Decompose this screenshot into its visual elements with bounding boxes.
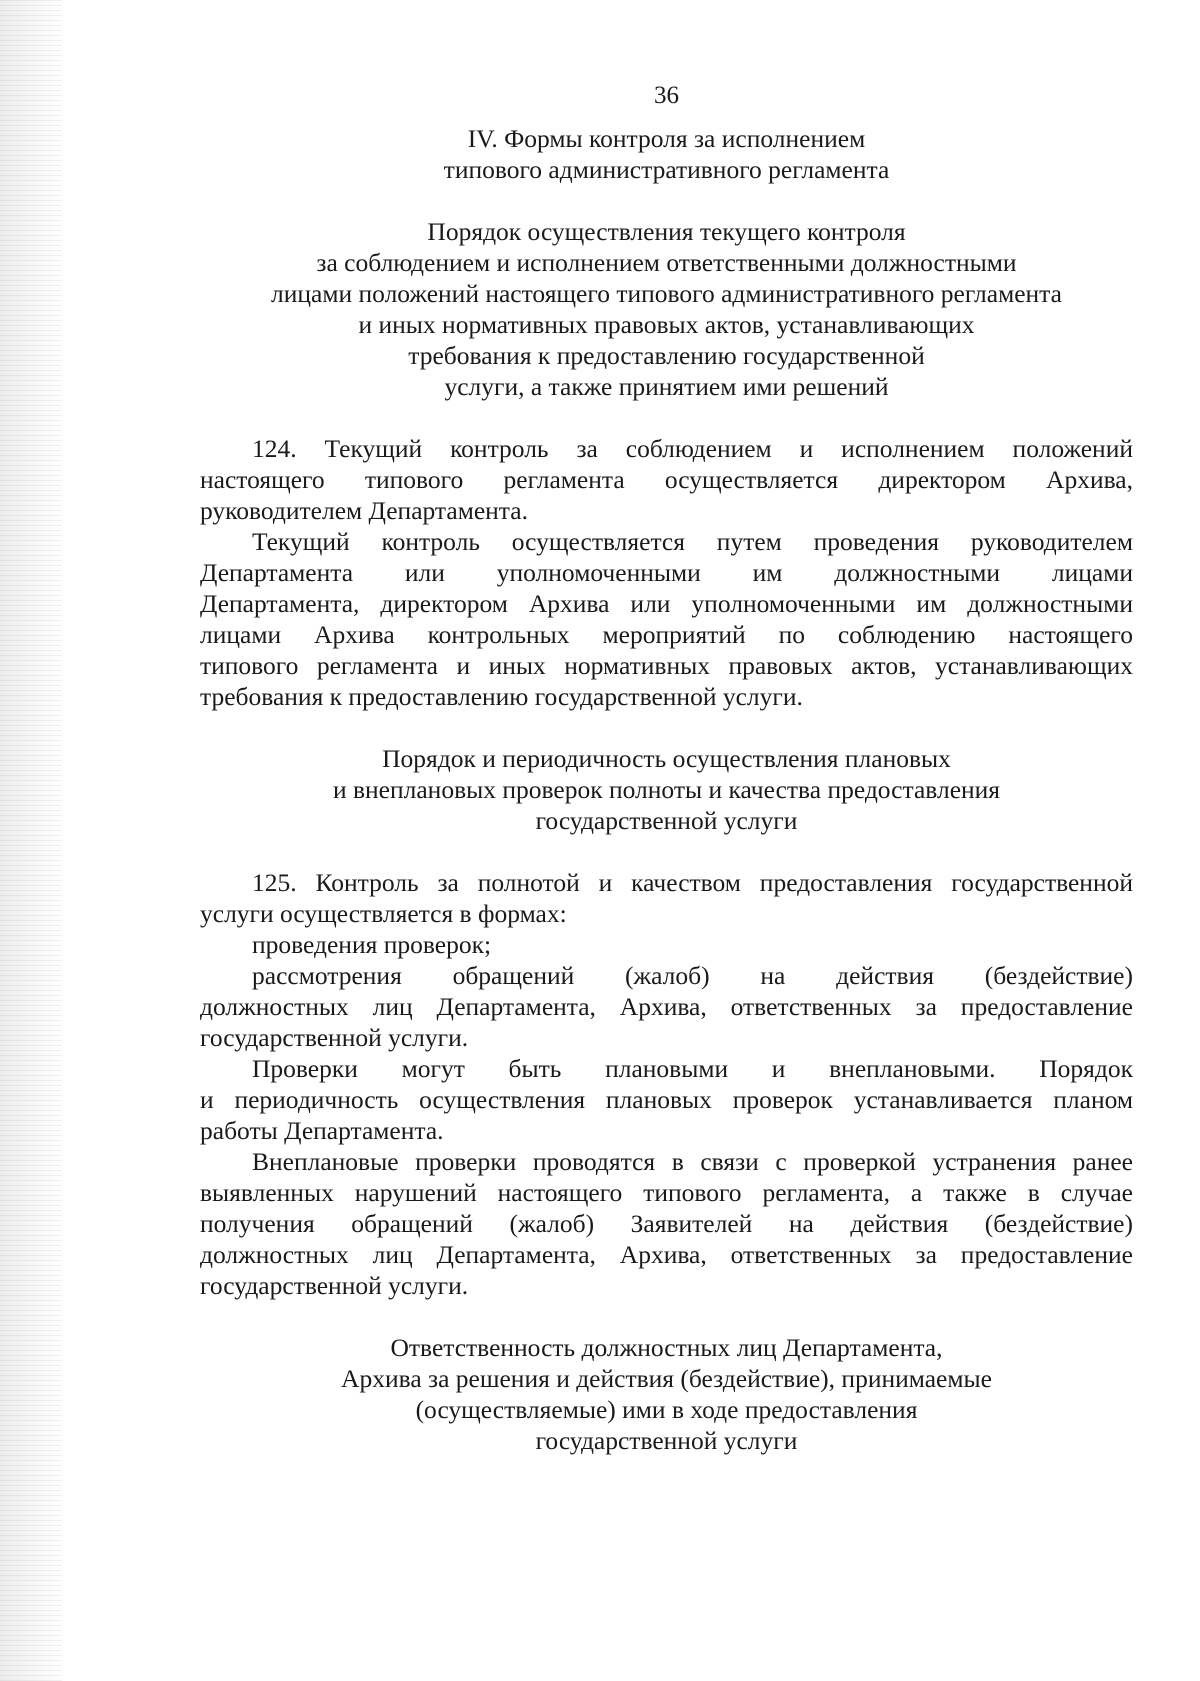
subsection-title-line: лицами положений настоящего типового административного регламента bbox=[271, 279, 1062, 308]
subsection-title-line: Ответственность должностных лиц Департамента, bbox=[390, 1333, 943, 1362]
subsection-title-line: требования к предоставлению государственной bbox=[408, 341, 925, 370]
document-page bbox=[200, 80, 1133, 1456]
paragraph-line: настоящего типового регламента осуществляется директором Архива, bbox=[200, 465, 1133, 494]
paragraph-line: рассмотрения обращений (жалоб) на действия (бездействие) bbox=[252, 961, 1133, 990]
paragraph-line: проведения проверок; bbox=[252, 930, 492, 959]
paragraph-line: 125. Контроль за полнотой и качеством предоставления государственной bbox=[252, 868, 1133, 897]
subsection-title-line: (осуществляемые) ими в ходе предоставления bbox=[415, 1395, 918, 1424]
paragraph-125 bbox=[200, 867, 1133, 929]
paragraph-125-planned bbox=[200, 1053, 1133, 1146]
subsection-title-line: и внеплановых проверок полноты и качества предоставления bbox=[332, 775, 1001, 804]
scan-edge-artifact bbox=[0, 0, 62, 1681]
paragraph-line: 124. Текущий контроль за соблюдением и исполнением положений bbox=[252, 434, 1133, 463]
paragraph-line: государственной услуги. bbox=[200, 1023, 469, 1052]
subsection-title-line: государственной услуги bbox=[535, 806, 798, 835]
paragraph-line: типового регламента и иных нормативных правовых актов, устанавливающих bbox=[200, 651, 1133, 680]
paragraph-line: Текущий контроль осуществляется путем проведения руководителем bbox=[252, 527, 1133, 556]
section-title bbox=[200, 123, 1133, 185]
subsection-title-line: за соблюдением и исполнением ответственными должностными bbox=[316, 248, 1017, 277]
spacer bbox=[200, 185, 1133, 216]
subsection-title-inspections bbox=[200, 743, 1133, 836]
paragraph-line: руководителем Департамента. bbox=[200, 496, 528, 525]
paragraph-124-current-control bbox=[200, 526, 1133, 712]
paragraph-line: лицами Архива контрольных мероприятий по соблюдению настоящего bbox=[200, 620, 1133, 649]
section-title-line: IV. Формы контроля за исполнением bbox=[467, 124, 866, 153]
subsection-title-line: Порядок и периодичность осуществления плановых bbox=[382, 744, 951, 773]
paragraph-125-unplanned bbox=[200, 1146, 1133, 1301]
paragraph-line: государственной услуги. bbox=[200, 1271, 469, 1300]
spacer bbox=[200, 712, 1133, 743]
spacer bbox=[200, 836, 1133, 867]
paragraph-line: должностных лиц Департамента, Архива, ответственных за предоставление bbox=[200, 1240, 1133, 1269]
paragraph-line: Проверки могут быть плановыми и внеплановыми. Порядок bbox=[252, 1054, 1133, 1083]
subsection-title-line: услуги, а также принятием ими решений bbox=[444, 372, 889, 401]
section-title-line: типового административного регламента bbox=[443, 155, 890, 184]
subsection-title-line: Порядок осуществления текущего контроля bbox=[427, 217, 906, 246]
spacer bbox=[200, 1301, 1133, 1332]
paragraph-125-item-inspections bbox=[200, 929, 1133, 960]
subsection-title-line: государственной услуги bbox=[535, 1426, 798, 1455]
spacer bbox=[200, 402, 1133, 433]
subsection-title-line: и иных нормативных правовых актов, устанавливающих bbox=[358, 310, 975, 339]
paragraph-line: получения обращений (жалоб) Заявителей на действия (бездействие) bbox=[200, 1209, 1133, 1238]
paragraph-line: выявленных нарушений настоящего типового регламента, а также в случае bbox=[200, 1178, 1133, 1207]
subsection-title-line: Архива за решения и действия (бездействие), принимаемые bbox=[341, 1364, 992, 1393]
paragraph-line: Департамента, директором Архива или уполномоченными им должностными bbox=[200, 589, 1133, 618]
paragraph-line: должностных лиц Департамента, Архива, ответственных за предоставление bbox=[200, 992, 1133, 1021]
subsection-title-current-control bbox=[200, 216, 1133, 402]
paragraph-line: Внеплановые проверки проводятся в связи с проверкой устранения ранее bbox=[252, 1147, 1133, 1176]
paragraph-line: Департамента или уполномоченными им должностными лицами bbox=[200, 558, 1133, 587]
paragraph-line: и периодичность осуществления плановых проверок устанавливается планом bbox=[200, 1085, 1133, 1114]
subsection-title-responsibility bbox=[200, 1332, 1133, 1456]
paragraph-125-item-complaints bbox=[200, 960, 1133, 1053]
paragraph-line: услуги осуществляется в формах: bbox=[200, 899, 567, 928]
paragraph-line: работы Департамента. bbox=[200, 1116, 444, 1145]
paragraph-124 bbox=[200, 433, 1133, 526]
page-number: 36 bbox=[654, 82, 679, 109]
paragraph-line: требования к предоставлению государственной услуги. bbox=[200, 682, 803, 711]
